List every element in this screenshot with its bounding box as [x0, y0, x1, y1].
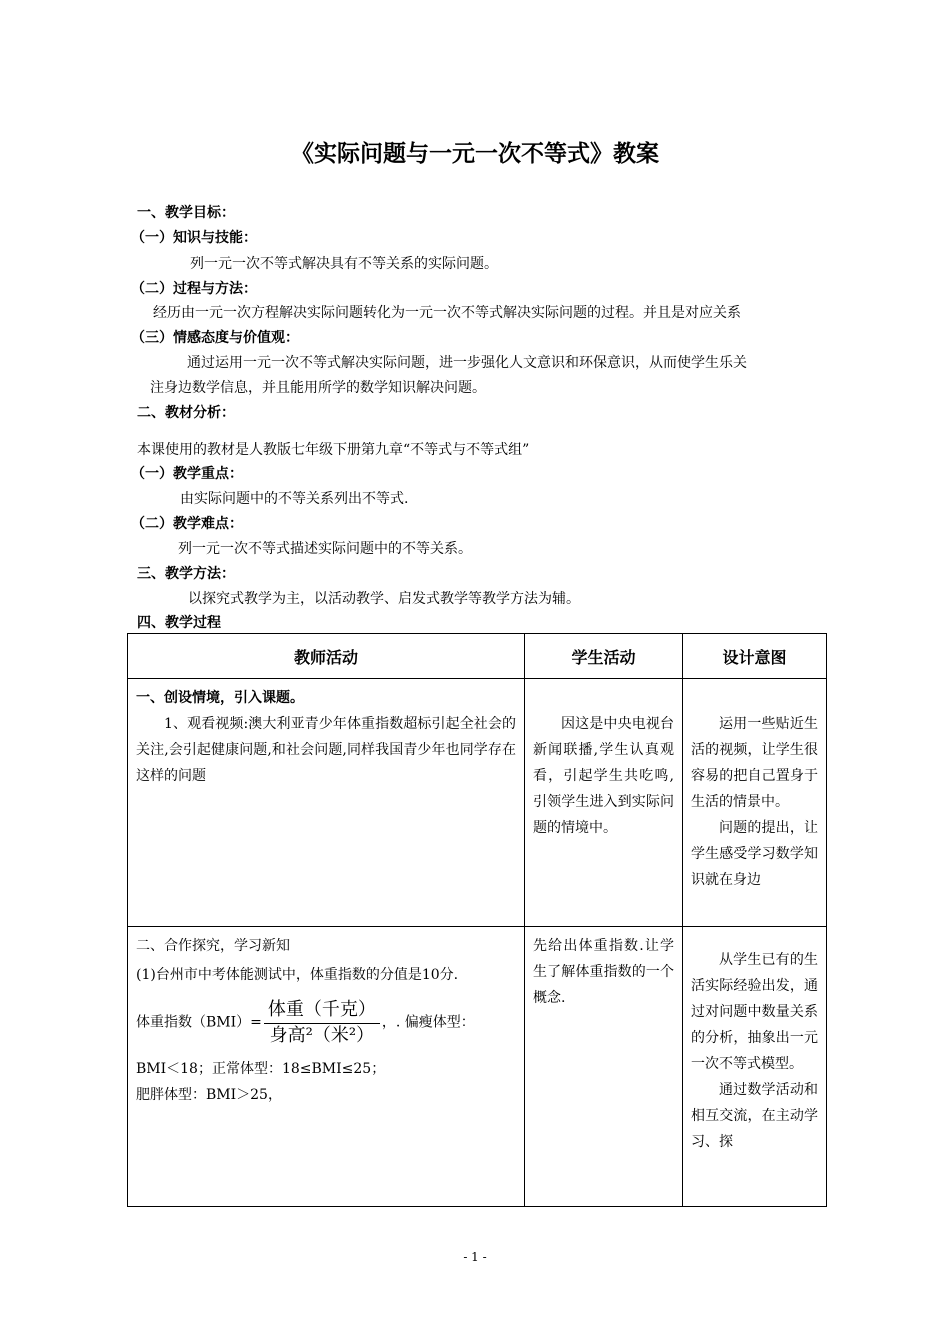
formula-numerator: 体重（千克）	[264, 997, 380, 1024]
teaching-process-table	[127, 633, 827, 1207]
row2-teacher-text-3: 肥胖体型：BMI＞25，	[136, 1087, 282, 1103]
row1-teacher-text: 1、观看视频:澳大利亚青少年体重指数超标引起全社会的关注,会引起健康问题,和社会问题,同样我国青少年也同学存在这样的问题	[136, 716, 516, 784]
header-teacher-activity: 教师活动	[128, 634, 525, 679]
table-row	[128, 927, 827, 1207]
row2-teacher-text-2: BMI＜18；正常体型：18≤BMI≤25；	[136, 1061, 386, 1077]
row2-teacher-text-1: (1)台州市中考体能测试中，体重指数的分值是10分.	[136, 967, 459, 983]
knowledge-text: 列一元一次不等式解决具有不等关系的实际问题。	[190, 256, 498, 272]
bmi-formula	[136, 997, 516, 1048]
formula-fraction	[264, 997, 380, 1048]
design-intent-cell	[683, 927, 827, 1207]
process-heading: （二）过程与方法：	[131, 281, 257, 297]
teacher-activity-cell	[128, 927, 525, 1207]
row2-teacher-title: 二、合作探究，学习新知	[136, 938, 290, 954]
method-heading: 三、教学方法：	[137, 566, 235, 582]
row1-intent-text-2: 问题的提出，让学生感受学习数学知识就在身边	[691, 820, 818, 888]
material-heading: 二、教材分析：	[137, 405, 235, 421]
page-number: - 1 -	[463, 1250, 487, 1264]
page-title: 《实际问题与一元一次不等式》教案	[291, 141, 659, 167]
knowledge-heading: （一）知识与技能：	[131, 230, 257, 246]
method-text: 以探究式教学为主，以活动教学、启发式教学等教学方法为辅。	[188, 591, 580, 607]
row1-intent-text-1: 运用一些贴近生活的视频，让学生很容易的把自己置身于生活的情景中。	[691, 716, 818, 810]
goal-heading: 一、教学目标：	[137, 205, 235, 221]
student-activity-cell	[525, 927, 683, 1207]
header-design-intent: 设计意图	[683, 634, 827, 679]
process-text: 经历由一元一次方程解决实际问题转化为一元一次不等式解决实际问题的过程。并且是对应关系	[153, 305, 741, 321]
key-point-heading: （一）教学重点：	[131, 466, 243, 482]
formula-denominator: 身高²（米²）	[269, 1025, 375, 1046]
procedure-heading: 四、教学过程	[137, 615, 221, 631]
header-student-activity: 学生活动	[525, 634, 683, 679]
material-text: 本课使用的教材是人教版七年级下册第九章“不等式与不等式组”	[137, 442, 530, 458]
row1-student-text: 因这是中央电视台新闻联播,学生认真观看，引起学生共吃鸣,引领学生进入到实际问题的情境中。	[533, 716, 674, 836]
difficulty-heading: （二）教学难点：	[131, 516, 243, 532]
formula-suffix: ，. 偏瘦体型：	[381, 1014, 475, 1031]
difficulty-text: 列一元一次不等式描述实际问题中的不等关系。	[178, 541, 472, 557]
emotion-text-line-2: 注身边数学信息，并且能用所学的数学知识解决问题。	[150, 380, 486, 396]
row2-intent-text-2: 通过数学活动和相互交流，在主动学习、探	[691, 1082, 818, 1150]
teacher-activity-cell	[128, 679, 525, 927]
emotion-heading: （三）情感态度与价值观：	[131, 330, 299, 346]
emotion-text-line-1: 通过运用一元一次不等式解决实际问题，进一步强化人文意识和环保意识，从而使学生乐关	[187, 355, 747, 371]
formula-prefix: 体重指数（BMI）=	[136, 1014, 262, 1031]
row1-teacher-title: 一、创设情境，引入课题。	[136, 690, 304, 706]
table-row	[128, 679, 827, 927]
key-point-text: 由实际问题中的不等关系列出不等式.	[180, 491, 409, 507]
table-header-row	[128, 634, 827, 679]
student-activity-cell	[525, 679, 683, 927]
design-intent-cell	[683, 679, 827, 927]
row2-student-text: 先给出体重指数.让学生了解体重指数的一个概念.	[533, 938, 674, 1006]
row2-intent-text-1: 从学生已有的生活实际经验出发，通过对问题中数量关系的分析，抽象出一元一次不等式模型。	[691, 952, 818, 1072]
